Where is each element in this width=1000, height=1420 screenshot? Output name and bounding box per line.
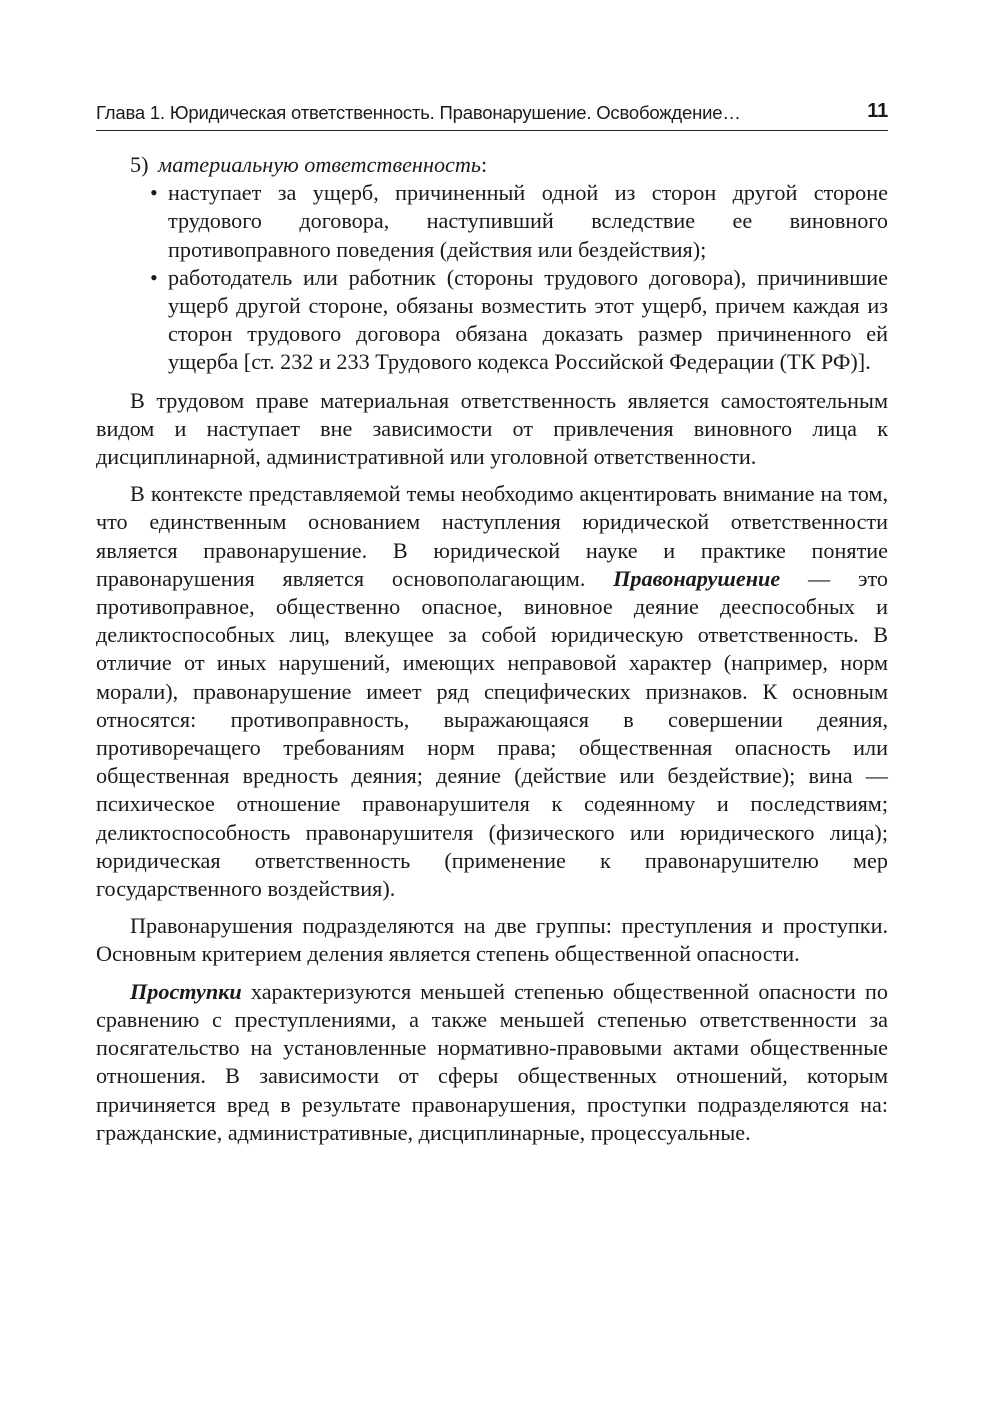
- paragraph-text: Правонарушения подразделяются на две группы: преступления и проступки. Основным критерием деления является степень общественной опасности.: [96, 913, 888, 967]
- paragraph-intro: В контексте представляемой темы необходимо акцентировать внимание на том, что единственным основанием наступления юридической ответственности является правонарушение. В юридической науке и практике понятие правонарушения является основополагающим.: [96, 481, 888, 591]
- term-misdemeanors: Проступки: [130, 978, 242, 1004]
- paragraph-material-liability: [96, 387, 888, 472]
- list-heading-colon: :: [481, 152, 488, 177]
- list-item: [96, 179, 888, 264]
- bullet-icon: •: [150, 180, 158, 206]
- term-offense: Правонарушение: [613, 565, 781, 591]
- running-header: [96, 96, 888, 131]
- bullet-icon: •: [150, 264, 158, 290]
- paragraph-offense-groups: [96, 912, 888, 968]
- body-text: [96, 151, 888, 1147]
- list-heading-label: материальную ответственность: [158, 152, 482, 177]
- page-number: 11: [867, 100, 888, 122]
- chapter-title: Глава 1. Юридическая ответственность. Правонарушение. Освобождение…: [96, 102, 741, 123]
- bullet-list: [96, 179, 888, 376]
- book-page: [96, 96, 888, 1147]
- paragraph-text: В трудовом праве материальная ответственность является самостоятельным видом и наступает вне зависимости от привлечения виновного лица к дисциплинарной, административной или уголовной ответственности.: [96, 387, 888, 470]
- list-number: 5): [130, 152, 149, 177]
- paragraph-text: характеризуются меньшей степенью общественной опасности по сравнению с преступлениями, а также меньшей степенью ответственности за посягательство на установленные нормативно-правовыми актами общественные отношения. В зависимости от сферы общественных отношений, которым причиняется вред в результате правонарушения, проступки подразделяются на: гражданские, административные, дисциплинарные, процессуальные.: [96, 978, 888, 1145]
- list-item-text: работодатель или работник (стороны трудового договора), причинившие ущерб другой стороне, обязаны возместить этот ущерб, причем каждая из сторон трудового договора обязана доказать размер причиненного ей ущерба [ст. 232 и 233 Трудового кодекса Российской Федерации (ТК РФ)].: [168, 264, 888, 375]
- paragraph-definition: — это противоправное, общественно опасное, виновное деяние дееспособных и деликтоспособных лиц, влекущее за собой юридическую ответственность. В отличие от иных нарушений, имеющих неправовой характер (например, норм морали), правонарушение имеет ряд специфических признаков. К основным относятся: противоправность, выражающаяся в совершении деяния, противоречащего требованиям норм права; общественная опасность или общественная вредность деяния; деяние (действие или бездействие); вина — психическое отношение правонарушителя к содеянному и последствиям; деликтоспособность правонарушителя (физического или юридического лица); юридическая ответственность (применение к правонарушителю мер государственного воздействия).: [96, 565, 888, 902]
- list-heading: [96, 151, 888, 179]
- list-item-text: наступает за ущерб, причиненный одной из сторон другой стороне трудового договора, наступивший вследствие ее виновного противоправного поведения (действия или бездействия);: [168, 180, 888, 262]
- list-item: [96, 264, 888, 377]
- paragraph-offense-definition: [96, 480, 888, 903]
- paragraph-misdemeanors: [96, 978, 888, 1147]
